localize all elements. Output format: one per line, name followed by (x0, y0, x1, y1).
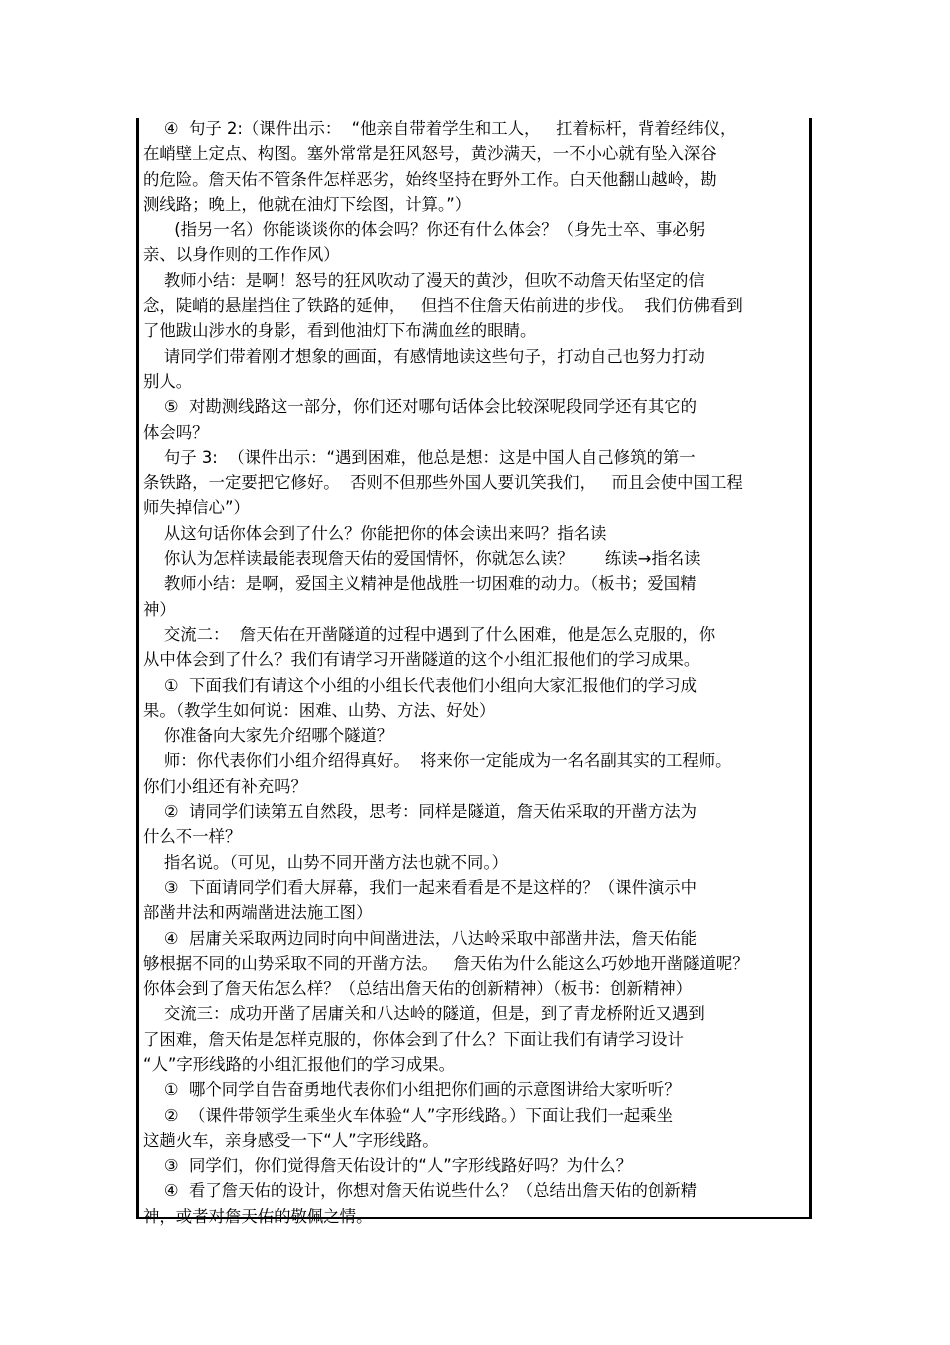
text-line: 条铁路，一定要把它修好。 否则不但那些外国人要讥笑我们， 而且会使中国工程 (143, 473, 743, 493)
text-line: ③ 下面请同学们看大屏幕，我们一起来看看是不是这样的？（课件演示中 (143, 877, 698, 897)
text-line: 什么不一样？ (143, 827, 242, 847)
text-line: 部凿井法和两端凿进法施工图） (143, 903, 373, 923)
text-line: ② （课件带领学生乘坐火车体验“人”字形线路。）下面让我们一起乘坐 (143, 1105, 674, 1125)
text-line: 教师小结：是啊，爱国主义精神是他战胜一切困难的动力。（板书；爱国精 (143, 574, 697, 594)
table-inner-right-border (809, 118, 810, 1219)
text-line: 师：你代表你们小组介绍得真好。 将来你一定能成为一名名副其实的工程师。 (143, 751, 732, 771)
text-line: 指名说。（可见，山势不同开凿方法也就不同。） (143, 852, 509, 872)
text-line: 念，陡峭的悬崖挡住了铁路的延伸， 但挡不住詹天佑前进的步伐。 我们仿佛看到 (143, 296, 743, 316)
text-line: ③ 同学们，你们觉得詹天佑设计的“人”字形线路好吗？为什么？ (143, 1156, 633, 1176)
table-inner-left-border (138, 118, 139, 1219)
text-line: ① 哪个同学自告奋勇地代表你们小组把你们画的示意图讲给大家听听？ (143, 1080, 681, 1100)
text-line: ④ 看了詹天佑的设计，你想对詹天佑说些什么？（总结出詹天佑的创新精 (143, 1181, 698, 1201)
text-line: 这趟火车，亲身感受一下“人”字形线路。 (143, 1130, 439, 1150)
text-line: 句子 3: （课件出示：“遇到困难，他总是想：这是中国人自己修筑的第一 (143, 447, 696, 467)
text-line: ④ 居庸关采取两边同时向中间凿进法，八达岭采取中部凿井法，詹天佑能 (143, 928, 698, 948)
text-line: 了他跋山涉水的身影，看到他油灯下布满血丝的眼睛。 (143, 321, 537, 341)
text-line: 教师小结：是啊！怒号的狂风吹动了漫天的黄沙，但吹不动詹天佑坚定的信 (143, 270, 705, 290)
text-line: 亲、以身作则的工作作风） (143, 245, 340, 265)
text-line: 了困难，詹天佑是怎样克服的，你体会到了什么？下面让我们有请学习设计 (143, 1029, 684, 1049)
text-line: 交流三：成功开凿了居庸关和八达岭的隧道，但是，到了青龙桥附近又遇到 (143, 1004, 705, 1024)
text-line: 从这句话你体会到了什么？你能把你的体会读出来吗？指名读 (143, 523, 607, 543)
text-line: 请同学们带着刚才想象的画面，有感情地读这些句子，打动自己也努力打动 (143, 346, 705, 366)
text-line: 的危险。詹天佑不管条件怎样恶劣，始终坚持在野外工作。白天他翻山越岭，勘 (143, 169, 717, 189)
text-line: 神） (143, 599, 176, 619)
text-line: ① 下面我们有请这个小组的小组长代表他们小组向大家汇报他们的学习成 (143, 675, 698, 695)
text-line: 交流二： 詹天佑在开凿隧道的过程中遇到了什么困难，他是怎么克服的，你 (143, 624, 716, 644)
text-line: 果。（教学生如何说：困难、山势、方法、好处） (143, 700, 496, 720)
text-line: 你准备向大家先介绍哪个隧道？ (143, 726, 394, 746)
text-line: 够根据不同的山势采取不同的开凿方法。 詹天佑为什么能这么巧妙地开凿隧道呢？ (143, 953, 749, 973)
text-line: 神，或者对詹天佑的敬佩之情。 (143, 1206, 373, 1226)
text-line: 体会吗？ (143, 422, 209, 442)
lesson-plan-text (143, 116, 805, 1229)
text-line: 测线路；晚上，他就在油灯下绘图，计算。”） (143, 194, 472, 214)
text-line: 在峭壁上定点、构图。塞外常常是狂风怒号，黄沙满天，一不小心就有坠入深谷 (143, 144, 717, 164)
text-line: 师失掉信心”） (143, 498, 250, 518)
text-line: 你体会到了詹天佑怎么样？（总结出詹天佑的创新精神）（板书：创新精神） (143, 979, 693, 999)
text-line: ② 请同学们读第五自然段，思考：同样是隧道，詹天佑采取的开凿方法为 (143, 802, 698, 822)
text-line: “人”字形线路的小组汇报他们的学习成果。 (143, 1054, 456, 1074)
text-line: (指另一名）你能谈谈你的体会吗？你还有什么体会？（身先士卒、事必躬 (143, 220, 706, 240)
text-line: 从中体会到了什么？我们有请学习开凿隧道的这个小组汇报他们的学习成果。 (143, 650, 701, 670)
text-line: 别人。 (143, 371, 193, 391)
text-line: 你认为怎样读最能表现詹天佑的爱国情怀，你就怎么读？ 练读→指名读 (143, 549, 701, 569)
text-line: ⑤ 对勘测线路这一部分，你们还对哪句话体会比较深呢段同学还有其它的 (143, 397, 698, 417)
text-line: ④ 句子 2:（课件出示： “他亲自带着学生和工人， 扛着标杆，背着经纬仪， (143, 119, 737, 138)
text-line: 你们小组还有补充吗？ (143, 776, 307, 796)
